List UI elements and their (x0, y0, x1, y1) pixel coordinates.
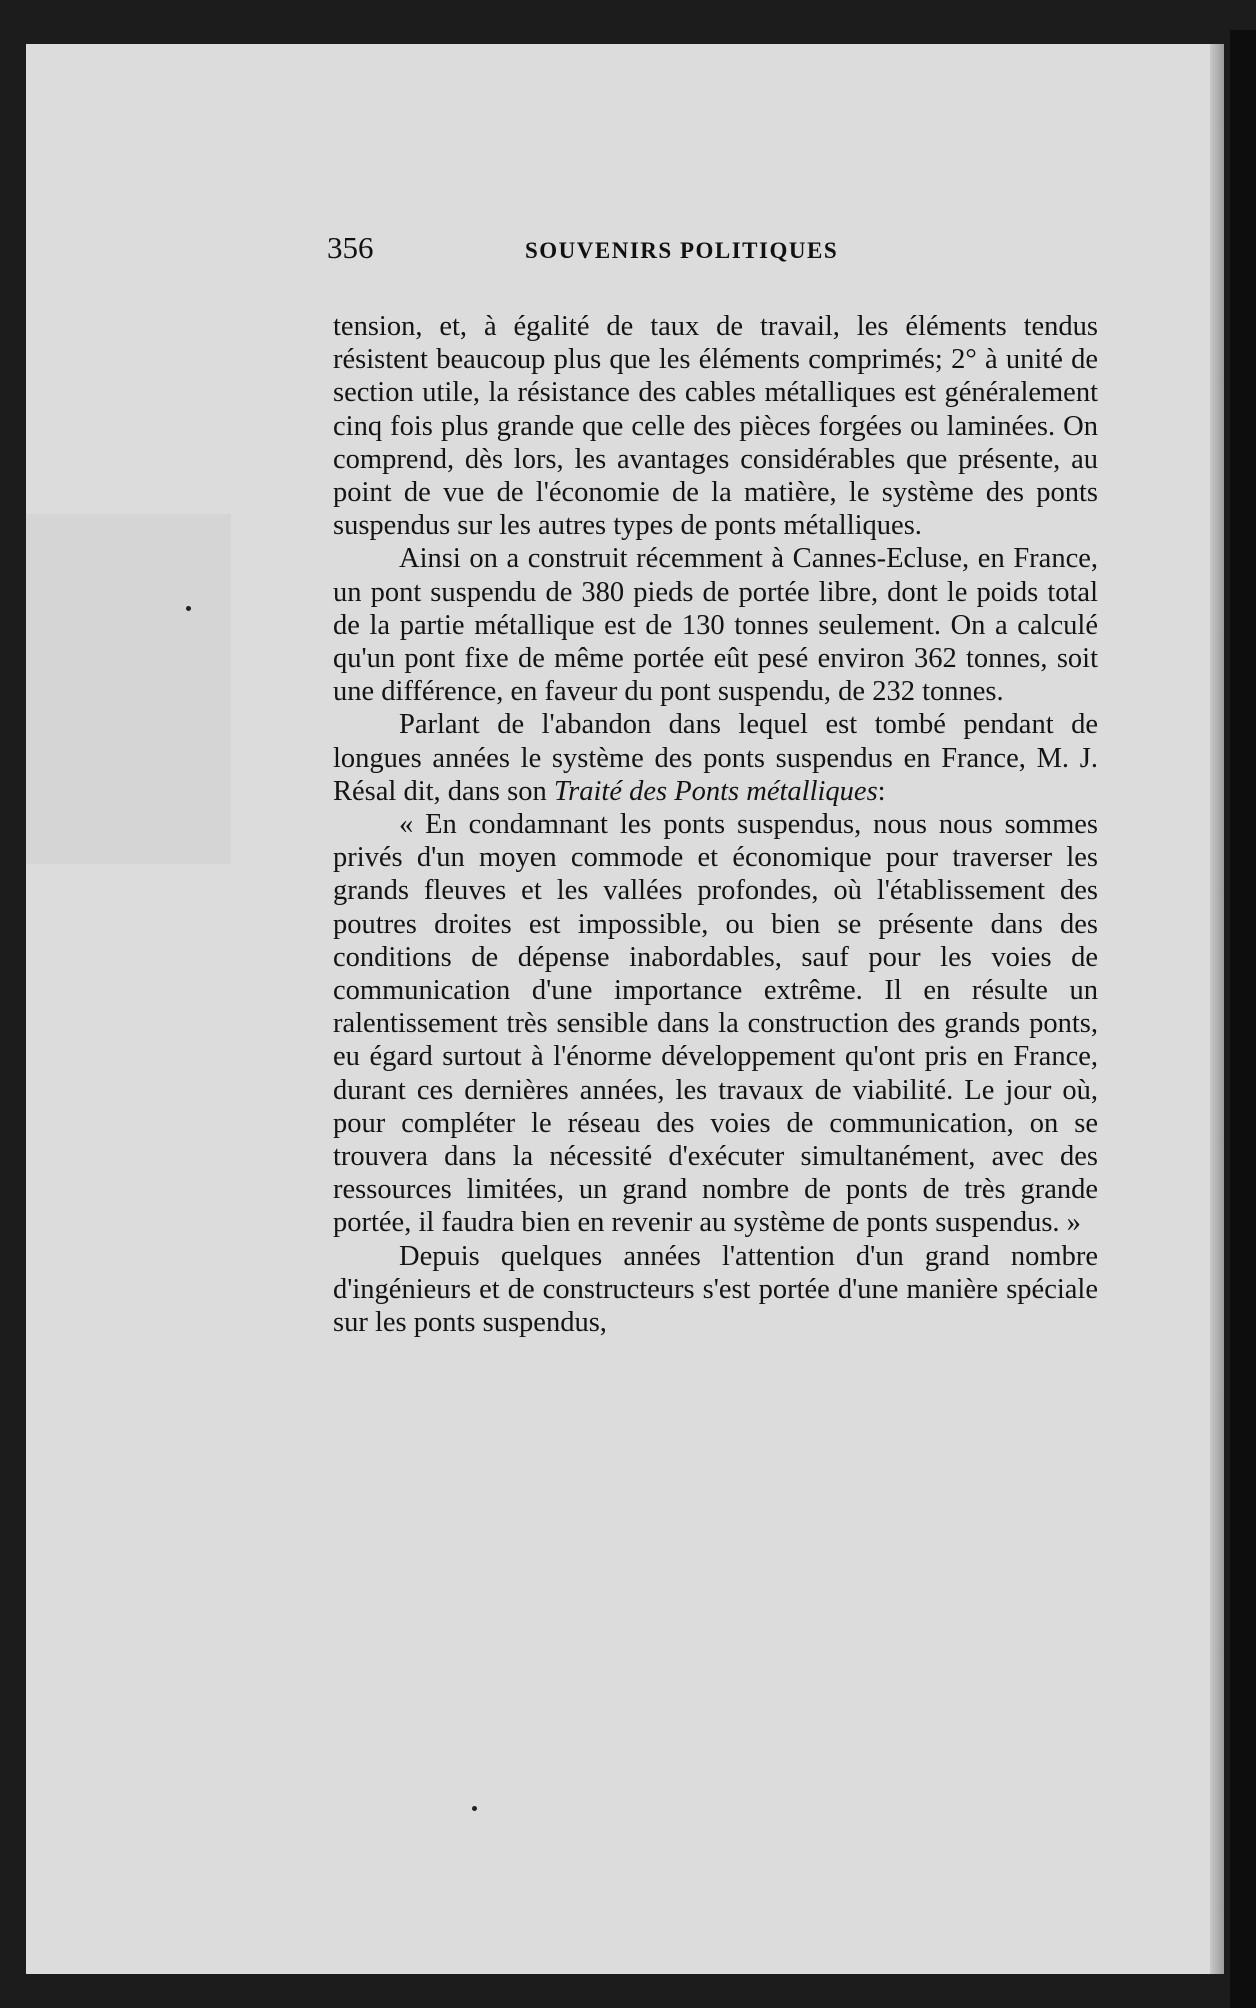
speck (186, 606, 191, 611)
page-edge (1210, 44, 1224, 1974)
speck (472, 1806, 477, 1811)
quotation-paragraph: « En condamnant les ponts suspendus, nous nous sommes privés d'un moyen commode et économique pour traverser les grands fleuves et les vallées profondes, où l'établissement des poutres droites est impossible, ou bien se présente dans des conditions de dépense inabordables, sauf pour les voies de communication d'une importance extrême. Il en résulte un ralentissement très sensible dans la construction des grands ponts, eu égard surtout à l'énorme développement qu'ont pris en France, durant ces dernières années, les travaux de viabilité. Le jour où, pour compléter le réseau des voies de communication, on se trouvera dans la nécessité d'exécuter simultanément, avec des ressources limitées, un grand nombre de ponts de très grande portée, il faudra bien en revenir au système de ponts suspendus. » (333, 809, 1098, 1239)
book-title: Traité des Ponts métalliques (553, 775, 878, 807)
paragraph-punctuation: : (877, 775, 886, 807)
paragraph: tension, et, à égalité de taux de travail, les éléments tendus résistent beaucoup plus que les éléments comprimés; 2° à unité de section utile, la résistance des cables métalliques est généralement cinq fois plus grande que celle des pièces forgées ou laminées. On comprend, dès lors, les avantages considérables que présente, au point de vue de l'économie de la matière, le système des ponts suspendus sur les autres types de ponts métalliques. (333, 311, 1098, 542)
paragraph: Depuis quelques années l'attention d'un grand nombre d'ingénieurs et de constructeurs s'est portée d'une manière spéciale sur les ponts suspendus, (333, 1240, 1098, 1339)
paragraph: Ainsi on a construit récemment à Cannes-Ecluse, en France, un pont suspendu de 380 pieds de portée libre, dont le poids total de la partie métallique est de 130 tonnes seulement. On a calculé qu'un pont fixe de même portée eût pesé environ 362 tonnes, soit une différence, en faveur du pont suspendu, de 232 tonnes. (333, 543, 1098, 708)
page-stain (26, 514, 231, 864)
page-number: 356 (327, 230, 374, 265)
running-title: SOUVENIRS POLITIQUES (525, 238, 839, 263)
paragraph (333, 708, 1098, 808)
book-spine-shadow (1230, 30, 1256, 2008)
page-header (300, 228, 1110, 278)
paragraph-text: Parlant de l'abandon dans lequel est tombé pendant de longues années le système des ponts suspendus en France, M. J. Résal dit, dans son (333, 709, 1098, 807)
body-text (333, 310, 1098, 1339)
